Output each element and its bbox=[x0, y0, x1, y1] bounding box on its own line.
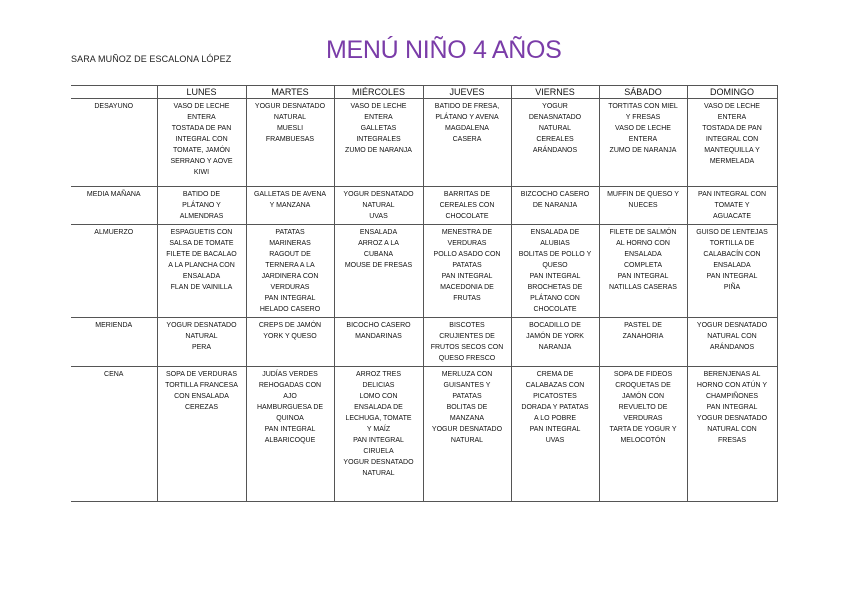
page-title: MENÚ NIÑO 4 AÑOS bbox=[326, 36, 562, 64]
menu-item-line: ENSALADA bbox=[182, 273, 221, 280]
menu-item-line: TOSTADA DE PAN bbox=[171, 125, 232, 132]
menu-cell-viernes bbox=[511, 187, 599, 225]
menu-cell-sabado bbox=[599, 318, 687, 367]
menu-cell-domingo bbox=[687, 99, 777, 187]
menu-item-line: ENSALADA DE bbox=[530, 229, 580, 236]
menu-item-line: CON ENSALADA bbox=[174, 393, 229, 400]
menu-item-line: ENTERA bbox=[364, 114, 393, 121]
menu-item-line: AL HORNO CON bbox=[616, 240, 670, 247]
menu-item-line: CUBANA bbox=[363, 251, 394, 258]
menu-item-line: INTEGRAL CON bbox=[175, 136, 228, 143]
menu-item-line: VERDURAS bbox=[447, 240, 487, 247]
menu-cell-jueves bbox=[423, 225, 511, 318]
menu-cell-viernes bbox=[511, 99, 599, 187]
menu-item-line: FRUTAS bbox=[453, 295, 481, 302]
menu-item-line: HAMBURGUESA DE bbox=[256, 404, 324, 411]
menu-item-line: AJO bbox=[283, 393, 297, 400]
menu-item-line: CALABACÍN CON bbox=[703, 251, 761, 258]
menu-item-line: NATURAL CON bbox=[707, 426, 757, 433]
meal-label: MEDIA MAÑANA bbox=[71, 187, 157, 225]
menu-item-line: PATATAS bbox=[452, 262, 482, 269]
menu-item-line: Y MANZANA bbox=[269, 202, 311, 209]
menu-item-line: YOGUR DESNATADO bbox=[254, 103, 326, 110]
menu-item-line: PLÁTANO Y bbox=[182, 202, 221, 209]
menu-cell-miercoles bbox=[334, 318, 423, 367]
menu-item-line: PIÑA bbox=[723, 284, 741, 291]
day-header-lunes: LUNES bbox=[157, 86, 246, 99]
menu-item-line: VASO DE LECHE bbox=[173, 103, 230, 110]
meal-row bbox=[71, 187, 777, 225]
menu-item-line: MERLUZA CON bbox=[441, 371, 493, 378]
menu-item-line: GALLETAS DE AVENA bbox=[253, 191, 327, 198]
menu-item-line: ALMENDRAS bbox=[179, 213, 224, 220]
menu-item-line: CASERA bbox=[452, 136, 482, 143]
menu-item-line: VASO DE LECHE bbox=[615, 125, 671, 132]
menu-item-line: CREPS DE JAMÓN bbox=[258, 322, 322, 329]
menu-item-line: ENTERA bbox=[717, 114, 747, 121]
menu-item-line: YOGUR DESNATADO bbox=[431, 426, 503, 433]
menu-item-line: NATURAL bbox=[362, 202, 395, 209]
menu-item-line: TERNERA A LA bbox=[265, 262, 315, 269]
menu-item-line: GALLETAS bbox=[360, 125, 397, 132]
menu-item-line: BISCOTES bbox=[449, 322, 485, 329]
meal-row bbox=[71, 318, 777, 367]
menu-item-line: PERA bbox=[191, 344, 212, 351]
menu-item-line: PAN INTEGRAL bbox=[706, 273, 758, 280]
menu-item-line: PLÁTANO CON bbox=[530, 295, 580, 302]
menu-item-line: RAGOUT DE bbox=[269, 251, 311, 258]
menu-item-line: Y FRESAS bbox=[625, 114, 661, 121]
menu-item-line: NUECES bbox=[628, 202, 658, 209]
menu-item-line: TORTILLA DE bbox=[709, 240, 755, 247]
menu-item-line: MENESTRA DE bbox=[441, 229, 493, 236]
menu-cell-lunes bbox=[157, 367, 246, 502]
corner-cell bbox=[71, 86, 157, 99]
menu-item-line: YOGUR bbox=[542, 103, 568, 110]
menu-item-line: SALSA DE TOMATE bbox=[169, 240, 234, 247]
menu-item-line: CEREALES CON bbox=[439, 202, 495, 209]
menu-cell-sabado bbox=[599, 187, 687, 225]
menu-item-line: PLÁTANO Y AVENA bbox=[435, 114, 499, 121]
menu-item-line: JAMÓN CON bbox=[622, 393, 664, 400]
menu-item-line: PATATAS bbox=[452, 393, 482, 400]
menu-item-line: YOGUR DESNATADO bbox=[343, 459, 414, 466]
menu-item-line: ZUMO DE NARANJA bbox=[609, 147, 677, 154]
meal-label: DESAYUNO bbox=[71, 99, 157, 187]
menu-item-line: CIRUELA bbox=[363, 448, 394, 455]
menu-item-line: CHAMPIÑONES bbox=[705, 393, 759, 400]
menu-item-line: PAN INTEGRAL bbox=[264, 426, 316, 433]
menu-item-line: BATIDO DE bbox=[182, 191, 221, 198]
menu-item-line: ENTERA bbox=[187, 114, 216, 121]
menu-cell-jueves bbox=[423, 367, 511, 502]
menu-item-line: ENSALADA bbox=[624, 251, 662, 258]
menu-cell-sabado bbox=[599, 367, 687, 502]
menu-cell-miercoles bbox=[334, 367, 423, 502]
menu-item-line: CEREALES bbox=[536, 136, 574, 143]
menu-item-line: ESPAGUETIS CON bbox=[170, 229, 233, 236]
menu-cell-lunes bbox=[157, 318, 246, 367]
menu-item-line: CROQUETAS DE bbox=[615, 382, 671, 389]
menu-cell-martes bbox=[246, 318, 334, 367]
menu-item-line: FRUTOS SECOS CON bbox=[430, 344, 504, 351]
menu-item-line: UVAS bbox=[369, 213, 388, 220]
menu-item-line: YOGUR DESNATADO bbox=[696, 322, 768, 329]
menu-item-line: UVAS bbox=[545, 437, 565, 444]
menu-item-line: A LA PLANCHA CON bbox=[168, 262, 235, 269]
menu-item-line: VERDURAS bbox=[270, 284, 310, 291]
menu-cell-miercoles bbox=[334, 225, 423, 318]
menu-cell-miercoles bbox=[334, 187, 423, 225]
menu-item-line: YOGUR DESNATADO bbox=[696, 415, 768, 422]
menu-item-line: TOMATE, JAMÓN bbox=[173, 147, 230, 154]
menu-item-line: ENSALADA bbox=[713, 262, 751, 269]
menu-cell-jueves bbox=[423, 318, 511, 367]
menu-item-line: JUDÍAS VERDES bbox=[262, 371, 318, 378]
author-name: SARA MUÑOZ DE ESCALONA LÓPEZ bbox=[71, 54, 232, 64]
menu-item-line: PAN INTEGRAL bbox=[706, 404, 758, 411]
menu-item-line: LOMO CON bbox=[359, 393, 398, 400]
menu-item-line: MAGDALENA bbox=[445, 125, 489, 132]
menu-table bbox=[71, 85, 778, 502]
menu-cell-viernes bbox=[511, 225, 599, 318]
menu-item-line: MUESLI bbox=[276, 125, 304, 132]
menu-item-line: BOCADILLO DE bbox=[529, 322, 581, 329]
menu-item-line: ENTERA bbox=[628, 136, 658, 143]
menu-item-line: ENSALADA DE bbox=[354, 404, 403, 411]
menu-item-line: AGUACATE bbox=[713, 213, 751, 220]
menu-item-line: PAN INTEGRAL CON bbox=[697, 191, 767, 198]
meal-label: CENA bbox=[71, 367, 157, 502]
menu-item-line: MOUSE DE FRESAS bbox=[344, 262, 413, 269]
day-header-jueves: JUEVES bbox=[423, 86, 511, 99]
menu-item-line: INTEGRALES bbox=[356, 136, 401, 143]
day-header-miercoles: MIÉRCOLES bbox=[334, 86, 423, 99]
menu-item-line: PATATAS bbox=[275, 229, 305, 236]
menu-item-line: BROCHETAS DE bbox=[527, 284, 583, 291]
menu-item-line: VERDURAS bbox=[623, 415, 663, 422]
menu-item-line: FLAN DE VAINILLA bbox=[170, 284, 233, 291]
menu-item-line: GUISO DE LENTEJAS bbox=[696, 229, 768, 236]
menu-item-line: ZANAHORIA bbox=[622, 333, 664, 340]
menu-item-line: CHOCOLATE bbox=[533, 306, 577, 313]
menu-item-line: LECHUGA, TOMATE bbox=[345, 415, 412, 422]
menu-item-line: MERMELADA bbox=[709, 158, 755, 165]
menu-item-line: KIWI bbox=[193, 169, 210, 176]
menu-item-line: TOSTADA DE PAN bbox=[702, 125, 762, 132]
menu-item-line: MANDARINAS bbox=[355, 333, 402, 340]
header-row bbox=[71, 86, 777, 99]
menu-cell-viernes bbox=[511, 367, 599, 502]
day-header-martes: MARTES bbox=[246, 86, 334, 99]
menu-item-line: PAN INTEGRAL bbox=[264, 295, 316, 302]
menu-item-line: PAN INTEGRAL bbox=[441, 273, 493, 280]
meal-row bbox=[71, 225, 777, 318]
menu-item-line: ARROZ TRES bbox=[356, 371, 401, 378]
menu-cell-martes bbox=[246, 367, 334, 502]
meal-row bbox=[71, 99, 777, 187]
menu-item-line: PAN INTEGRAL bbox=[617, 273, 669, 280]
menu-item-line: BIZCOCHO CASERO bbox=[520, 191, 590, 198]
menu-item-line: REHOGADAS CON bbox=[258, 382, 322, 389]
meal-label: ALMUERZO bbox=[71, 225, 157, 318]
menu-cell-sabado bbox=[599, 225, 687, 318]
menu-item-line: NATURAL CON bbox=[707, 333, 757, 340]
menu-item-line: TOMATE Y bbox=[714, 202, 750, 209]
menu-item-line: BATIDO DE FRESA, bbox=[434, 103, 500, 110]
menu-item-line: GUISANTES Y bbox=[443, 382, 491, 389]
menu-item-line: HORNO CON ATÚN Y bbox=[696, 382, 768, 389]
menu-item-line: YOGUR DESNATADO bbox=[166, 322, 237, 329]
menu-item-line: MANTEQUILLA Y bbox=[704, 147, 760, 154]
menu-item-line: NATURAL bbox=[185, 333, 218, 340]
menu-item-line: COMPLETA bbox=[624, 262, 662, 269]
menu-item-line: HELADO CASERO bbox=[259, 306, 321, 313]
menu-item-line: BERENJENAS AL bbox=[703, 371, 761, 378]
menu-item-line: QUINOA bbox=[276, 415, 304, 422]
menu-item-line: YOGUR DESNATADO bbox=[343, 191, 414, 198]
menu-item-line: ARÁNDANOS bbox=[532, 147, 578, 154]
menu-item-line: JARDINERA CON bbox=[261, 273, 319, 280]
menu-item-line: FRAMBUESAS bbox=[265, 136, 315, 143]
menu-item-line: VASO DE LECHE bbox=[704, 103, 760, 110]
menu-item-line: PAN INTEGRAL bbox=[529, 273, 581, 280]
menu-item-line: JAMÓN DE YORK bbox=[526, 333, 584, 340]
day-header-sabado: SÁBADO bbox=[599, 86, 687, 99]
menu-item-line: CREMA DE bbox=[536, 371, 574, 378]
menu-cell-domingo bbox=[687, 318, 777, 367]
menu-item-line: ZUMO DE NARANJA bbox=[345, 147, 412, 154]
menu-cell-jueves bbox=[423, 99, 511, 187]
menu-item-line: QUESO FRESCO bbox=[438, 355, 496, 362]
menu-item-line: FRESAS bbox=[717, 437, 746, 444]
menu-item-line: POLLO ASADO CON bbox=[433, 251, 501, 258]
menu-item-line: SOPA DE VERDURAS bbox=[165, 371, 238, 378]
menu-item-line: CEREZAS bbox=[184, 404, 219, 411]
menu-item-line: PASTEL DE bbox=[624, 322, 662, 329]
meal-label: MERIENDA bbox=[71, 318, 157, 367]
menu-item-line: VASO DE LECHE bbox=[350, 103, 407, 110]
menu-cell-viernes bbox=[511, 318, 599, 367]
menu-item-line: DENASNATADO bbox=[528, 114, 582, 121]
menu-item-line: CRUJIENTES DE bbox=[439, 333, 495, 340]
menu-cell-lunes bbox=[157, 187, 246, 225]
menu-item-line: REVUELTO DE bbox=[618, 404, 668, 411]
menu-item-line: ARROZ A LA bbox=[358, 240, 399, 247]
menu-cell-sabado bbox=[599, 99, 687, 187]
menu-item-line: NATURAL bbox=[273, 114, 307, 121]
menu-item-line: NATILLAS CASERAS bbox=[609, 284, 677, 291]
menu-item-line: INTEGRAL CON bbox=[705, 136, 759, 143]
menu-item-line: NATURAL bbox=[450, 437, 484, 444]
menu-item-line: NARANJA bbox=[538, 344, 572, 351]
menu-item-line: FILETE DE BACALAO bbox=[166, 251, 237, 258]
menu-item-line: DE NARANJA bbox=[532, 202, 578, 209]
menu-item-line: YORK Y QUESO bbox=[263, 333, 317, 340]
menu-item-line: MUFFIN DE QUESO Y bbox=[607, 191, 679, 198]
menu-cell-martes bbox=[246, 225, 334, 318]
meal-row bbox=[71, 367, 777, 502]
menu-cell-miercoles bbox=[334, 99, 423, 187]
menu-item-line: NATURAL bbox=[538, 125, 572, 132]
menu-item-line: ALUBIAS bbox=[540, 240, 570, 247]
menu-item-line: FILETE DE SALMÓN bbox=[609, 229, 677, 236]
menu-cell-martes bbox=[246, 99, 334, 187]
menu-cell-domingo bbox=[687, 225, 777, 318]
menu-cell-jueves bbox=[423, 187, 511, 225]
menu-cell-lunes bbox=[157, 99, 246, 187]
menu-item-line: MARINERAS bbox=[269, 240, 311, 247]
menu-item-line: SOPA DE FIDEOS bbox=[613, 371, 673, 378]
menu-item-line: DELICIAS bbox=[362, 382, 395, 389]
menu-item-line: MELOCOTÓN bbox=[620, 437, 666, 444]
menu-item-line: PAN INTEGRAL bbox=[529, 426, 581, 433]
menu-item-line: Y MAÍZ bbox=[366, 426, 391, 433]
menu-item-line: NATURAL bbox=[362, 470, 395, 477]
menu-item-line: BOLITAS DE POLLO Y bbox=[518, 251, 592, 258]
menu-item-line: PICATOSTES bbox=[533, 393, 577, 400]
menu-item-line: BOLITAS DE bbox=[446, 404, 488, 411]
menu-item-line: PAN INTEGRAL bbox=[353, 437, 404, 444]
menu-item-line: ENSALADA bbox=[359, 229, 398, 236]
day-header-viernes: VIERNES bbox=[511, 86, 599, 99]
menu-cell-lunes bbox=[157, 225, 246, 318]
menu-item-line: MANZANA bbox=[449, 415, 485, 422]
menu-item-line: BICOCHO CASERO bbox=[346, 322, 411, 329]
menu-item-line: TARTA DE YOGUR Y bbox=[609, 426, 677, 433]
menu-item-line: TORTITAS CON MIEL bbox=[608, 103, 678, 110]
menu-item-line: A LO POBRE bbox=[533, 415, 577, 422]
menu-item-line: ALBARICOQUE bbox=[264, 437, 316, 444]
menu-item-line: BARRITAS DE bbox=[443, 191, 491, 198]
menu-item-line: CHOCOLATE bbox=[445, 213, 489, 220]
menu-item-line: SERRANO Y AOVE bbox=[170, 158, 233, 165]
menu-item-line: DORADA Y PATATAS bbox=[521, 404, 589, 411]
menu-cell-martes bbox=[246, 187, 334, 225]
menu-cell-domingo bbox=[687, 187, 777, 225]
menu-item-line: QUESO bbox=[542, 262, 568, 269]
menu-item-line: MACEDONIA DE bbox=[440, 284, 494, 291]
menu-item-line: TORTILLA FRANCESA bbox=[165, 382, 238, 389]
day-header-domingo: DOMINGO bbox=[687, 86, 777, 99]
menu-item-line: CALABAZAS CON bbox=[525, 382, 585, 389]
menu-item-line: ARÁNDANOS bbox=[709, 344, 755, 351]
menu-cell-domingo bbox=[687, 367, 777, 502]
